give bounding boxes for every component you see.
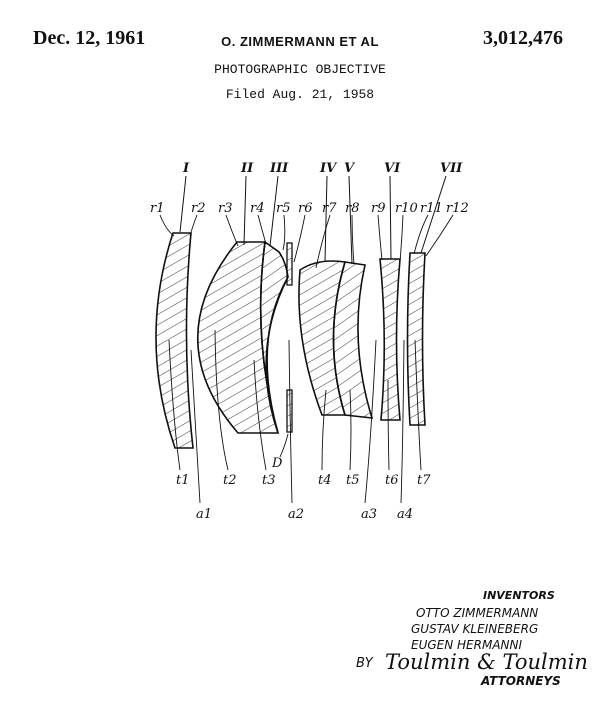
element-label-VI: VI xyxy=(384,161,401,176)
thickness-label-t3: t3 xyxy=(262,473,276,488)
filed-date: Filed Aug. 21, 1958 xyxy=(225,87,375,102)
patent-title: PHOTOGRAPHIC OBJECTIVE xyxy=(214,62,386,77)
lens-element-VI xyxy=(380,259,400,420)
element-label-I: I xyxy=(183,161,190,176)
radius-label-r11: r11 xyxy=(420,201,443,216)
radius-label-r6: r6 xyxy=(298,201,313,216)
patent-number: 3,012,476 xyxy=(483,27,563,49)
radius-label-r7: r7 xyxy=(322,201,337,216)
element-label-V: V xyxy=(344,161,355,176)
lens-element-V xyxy=(334,262,373,418)
element-label-VII: VII xyxy=(440,161,463,176)
element-label-III: III xyxy=(270,161,289,176)
attorneys-label: ATTORNEYS xyxy=(481,674,561,688)
inventor-name: EUGEN HERMANNI xyxy=(411,638,523,652)
thickness-label-t5: t5 xyxy=(346,473,360,488)
thickness-label-t1: t1 xyxy=(176,473,190,488)
lens-element-VII xyxy=(408,253,426,425)
diaphragm-label: D xyxy=(272,456,283,471)
radius-label-r5: r5 xyxy=(276,201,291,216)
radius-label-r12: r12 xyxy=(446,201,469,216)
thickness-label-t2: t2 xyxy=(223,473,237,488)
airspace-label-a3: a3 xyxy=(361,507,378,522)
radius-label-r3: r3 xyxy=(218,201,233,216)
radius-label-r2: r2 xyxy=(191,201,206,216)
diaphragm-upper xyxy=(287,243,292,285)
airspace-label-a4: a4 xyxy=(397,507,414,522)
lens-element-I xyxy=(156,233,193,448)
radius-label-r8: r8 xyxy=(345,201,360,216)
radius-label-r10: r10 xyxy=(395,201,418,216)
radius-label-r9: r9 xyxy=(371,201,386,216)
inventors-heading: INVENTORS xyxy=(483,589,555,602)
inventor-name: GUSTAV KLEINEBERG xyxy=(411,622,539,636)
inventor-names-header: O. ZIMMERMANN ET AL xyxy=(221,34,379,49)
radius-label-r1: r1 xyxy=(150,201,165,216)
thickness-label-t7: t7 xyxy=(417,473,431,488)
by-label: BY xyxy=(356,656,373,671)
thickness-label-t6: t6 xyxy=(385,473,399,488)
radius-label-r4: r4 xyxy=(250,201,265,216)
airspace-label-a2: a2 xyxy=(288,507,305,522)
thickness-label-t4: t4 xyxy=(318,473,332,488)
attorney-signature: Toulmin & Toulmin xyxy=(385,650,588,674)
patent-date: Dec. 12, 1961 xyxy=(33,27,146,49)
element-label-IV: IV xyxy=(320,161,337,176)
element-label-II: II xyxy=(241,161,254,176)
airspace-label-a1: a1 xyxy=(196,507,213,522)
inventor-name: OTTO ZIMMERMANN xyxy=(416,606,539,620)
